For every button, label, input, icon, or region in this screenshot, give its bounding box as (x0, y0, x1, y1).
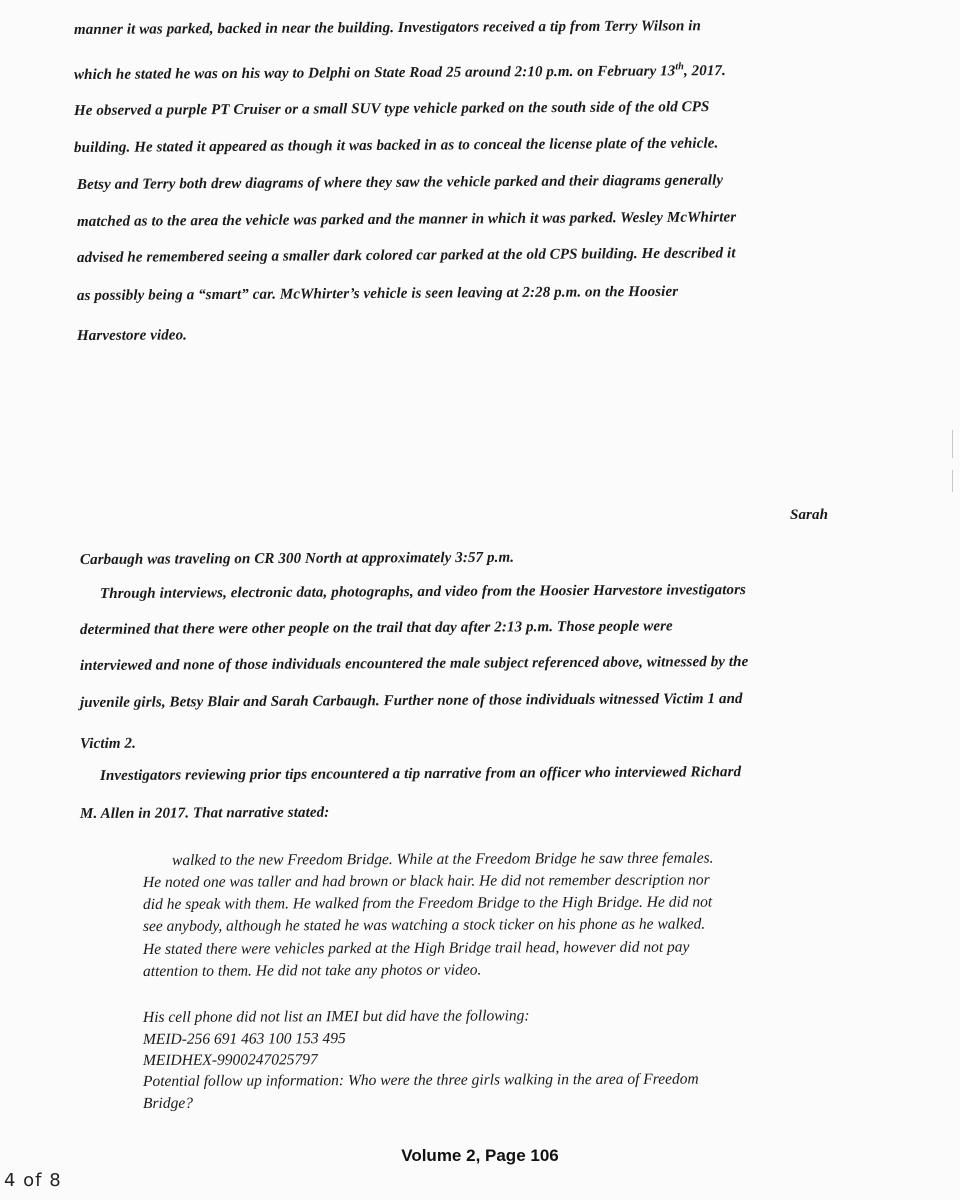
meid-line: MEID-256 691 463 100 153 495 (142, 1030, 346, 1048)
phone-info-line: His cell phone did not list an IMEI but did have the following: (142, 1007, 530, 1026)
body-text-line: Carbaugh was traveling on CR 300 North at approximately 3:57 p.m. (79, 549, 515, 568)
body-text-line: Victim 2. (79, 735, 136, 752)
quote-text-line: attention to them. He did not take any photos or video. (142, 961, 482, 980)
body-text-line: matched as to the area the vehicle was parked and the manner in which it was parked. Wesley McWhirter (76, 209, 737, 230)
body-text-line: juvenile girls, Betsy Blair and Sarah Carbaugh. Further none of those individuals witnessed Victim 1 and (79, 690, 743, 711)
body-text-line: as possibly being a “smart” car. McWhirter’s vehicle is seen leaving at 2:28 p.m. on the Hoosier (76, 283, 679, 304)
scan-edge-mark (952, 430, 953, 458)
body-text-line: advised he remembered seeing a smaller dark colored car parked at the old CPS building. He described it (76, 245, 736, 266)
body-text-line: He observed a purple PT Cruiser or a small SUV type vehicle parked on the south side of the old CPS (73, 99, 710, 119)
body-text-line: building. He stated it appeared as though it was backed in as to conceal the license plate of the vehicle. (73, 135, 719, 156)
ordinal-superscript: th (675, 61, 684, 73)
handwritten-page-count: 4 of 8 (4, 1170, 62, 1191)
follow-up-line: Bridge? (142, 1094, 193, 1112)
body-text-line: interviewed and none of those individuals encountered the male subject referenced above, witnessed by the (79, 653, 749, 674)
body-text-line: determined that there were other people on the trail that day after 2:13 p.m. Those people were (79, 618, 673, 638)
body-text-line (74, 61, 726, 84)
quote-text-line: He stated there were vehicles parked at the High Bridge trail head, however did not pay (142, 938, 690, 958)
meidhex-line: MEIDHEX-9900247025797 (142, 1051, 318, 1069)
body-text-line: Harvestore video. (76, 327, 188, 344)
body-text-line: Investigators reviewing prior tips encountered a tip narrative from an officer who interviewed Richard (99, 764, 742, 784)
quote-text-line: did he speak with them. He walked from the Freedom Bridge to the High Bridge. He did not (142, 893, 713, 913)
scan-edge-mark (952, 470, 953, 492)
quote-text-line: see anybody, although he stated he was watching a stock ticker on his phone as he walked. (142, 915, 706, 935)
quote-text-line: walked to the new Freedom Bridge. While at the Freedom Bridge he saw three females. (171, 849, 714, 869)
body-text-line: M. Allen in 2017. That narrative stated: (79, 804, 330, 822)
follow-up-line: Potential follow up information: Who were the three girls walking in the area of Freedom (142, 1070, 699, 1090)
body-text-line: Through interviews, electronic data, photographs, and video from the Hoosier Harvestore investigators (99, 582, 746, 602)
body-text-line: Betsy and Terry both drew diagrams of where they saw the vehicle parked and their diagrams generally (76, 172, 724, 193)
body-text-line: manner it was parked, backed in near the building. Investigators received a tip from Terry Wilson in (73, 18, 702, 38)
body-text-word: Sarah (790, 507, 829, 523)
quote-text-line: He noted one was taller and had brown or black hair. He did not remember description nor (142, 871, 710, 891)
page-footer: Volume 2, Page 106 (401, 1146, 559, 1165)
body-text-line-main: which he stated he was on his way to Delphi on State Road 25 around 2:10 p.m. on February 13th, 2017. (73, 61, 726, 83)
